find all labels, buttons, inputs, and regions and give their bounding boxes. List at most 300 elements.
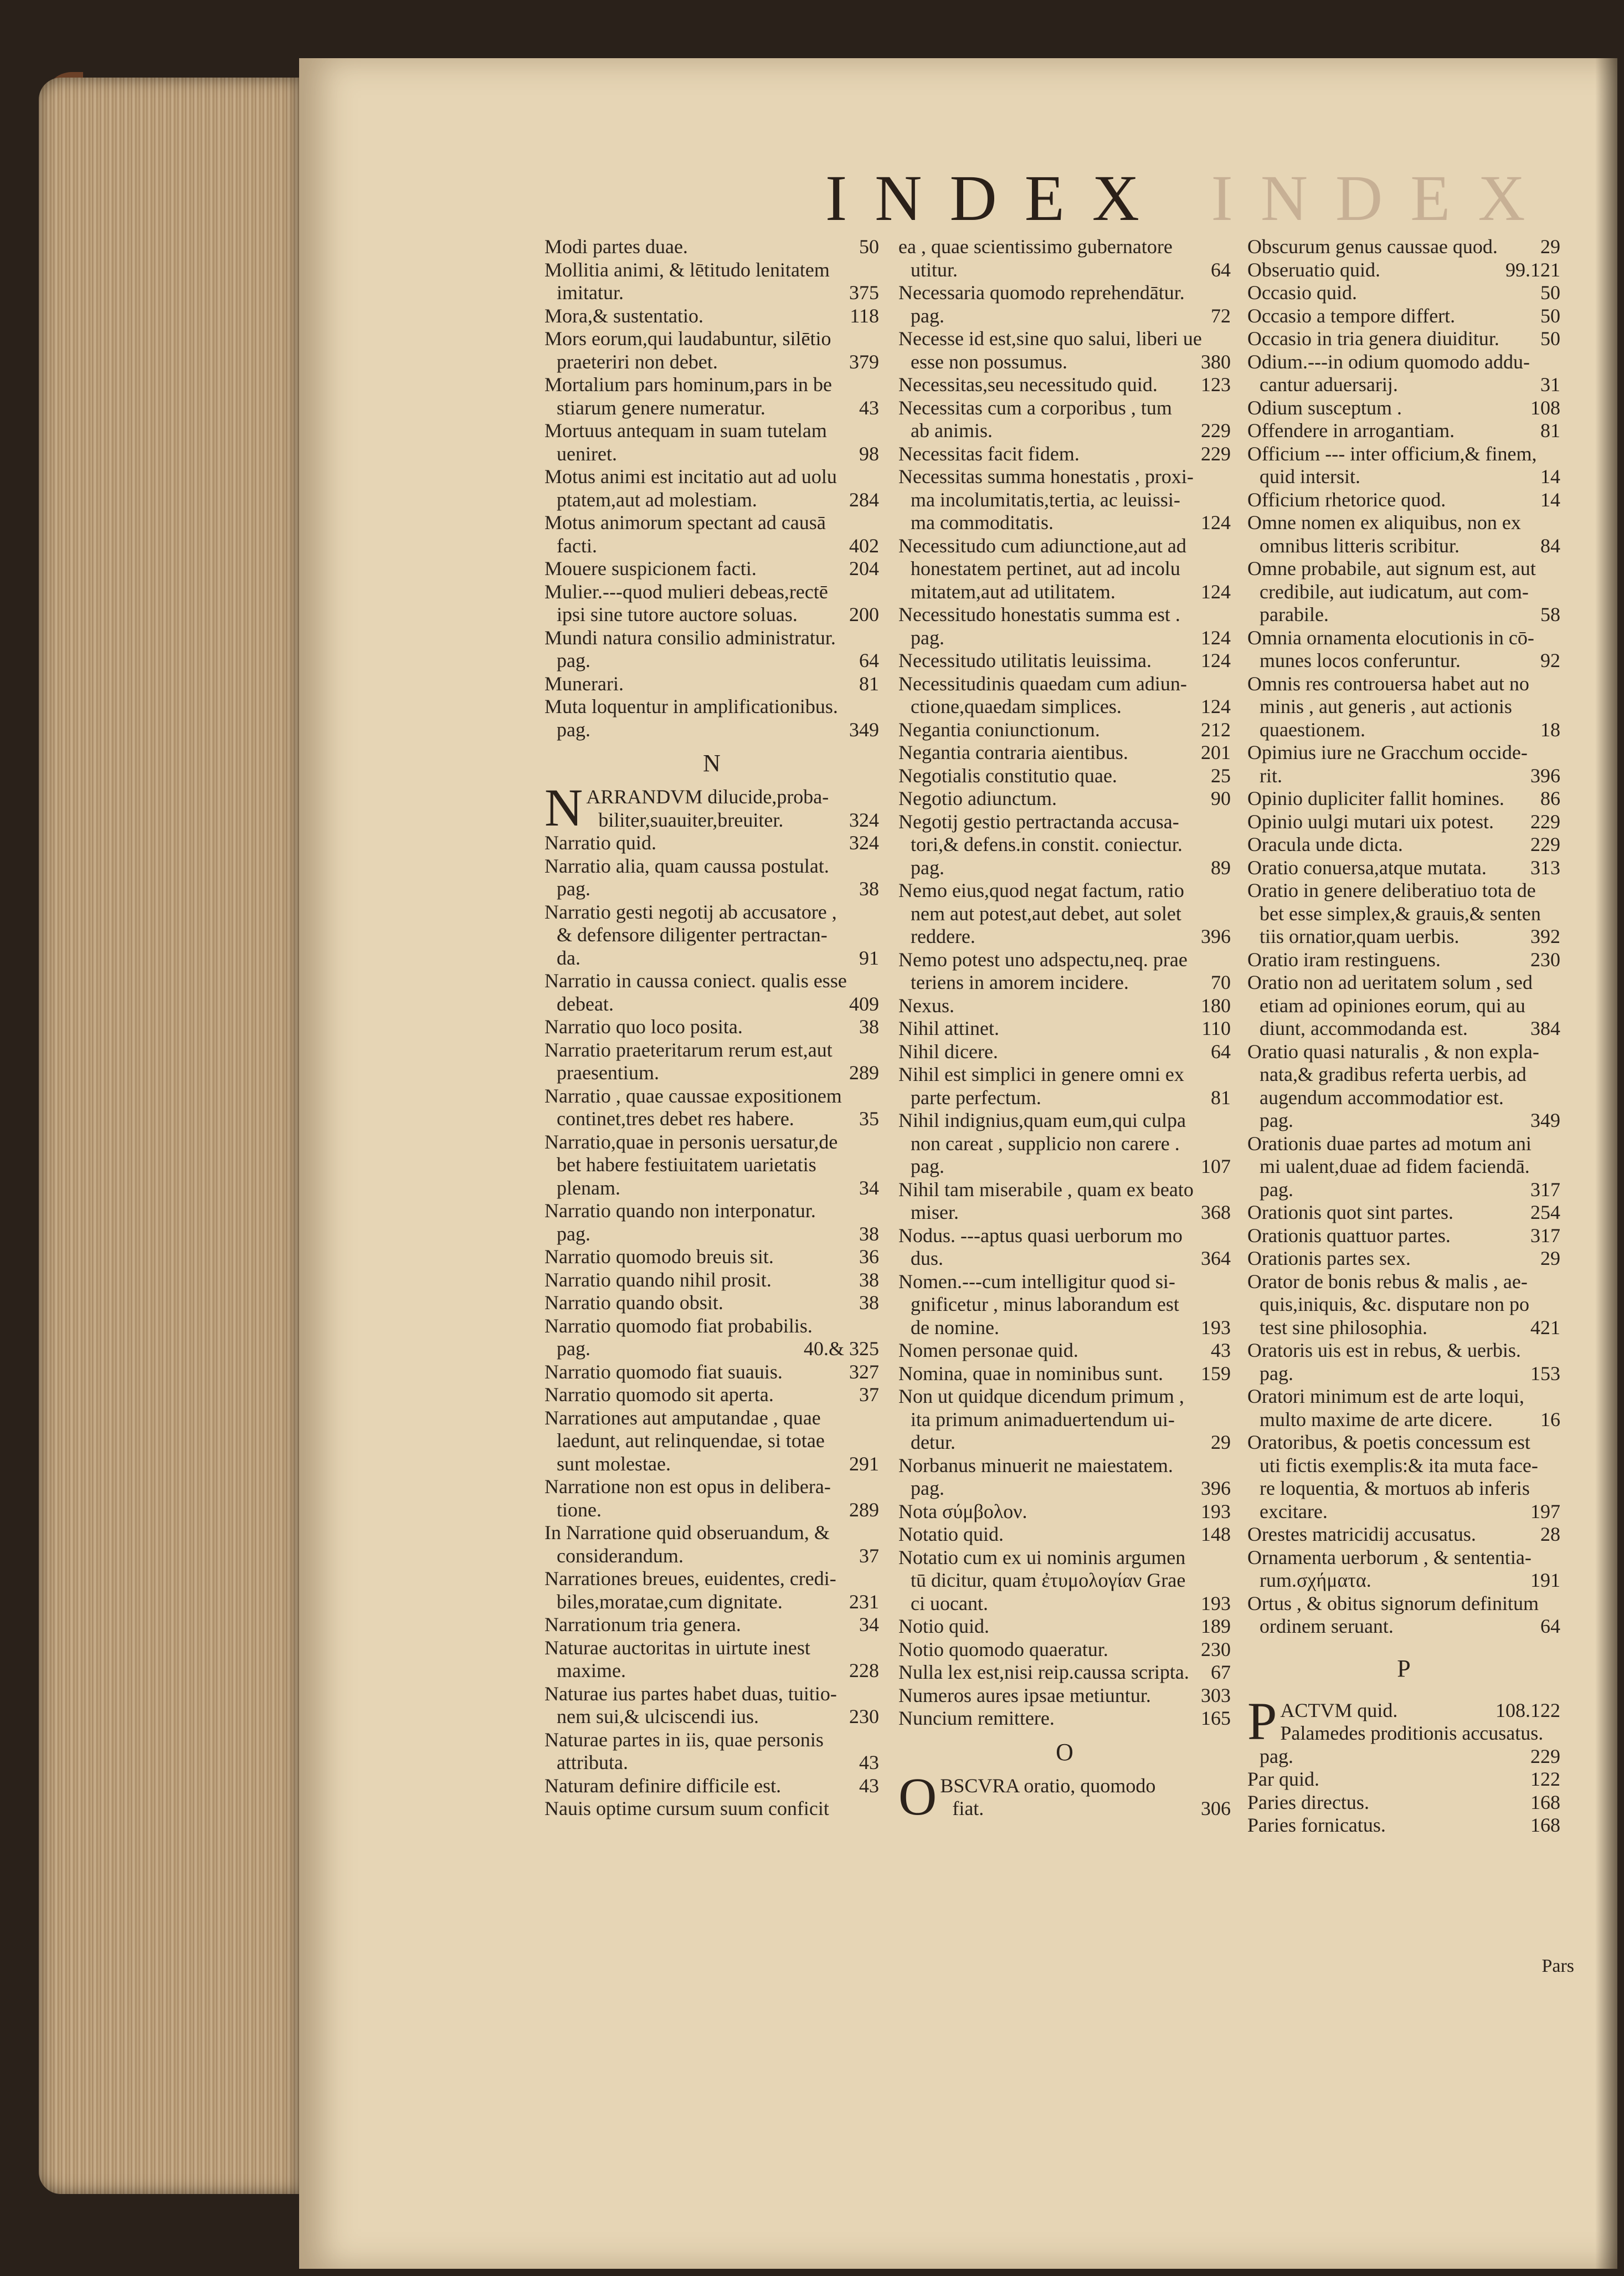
index-entry (544, 259, 879, 305)
page-number: 124 (1201, 511, 1231, 534)
entry-line (544, 603, 879, 627)
entry-text: facti. (557, 534, 597, 557)
entry-line (898, 351, 1231, 374)
entry-text: pag. (911, 626, 944, 649)
index-entry (1247, 443, 1560, 489)
page-number: 34 (859, 1176, 879, 1199)
index-entry (1247, 673, 1560, 742)
page-number: 193 (1201, 1500, 1231, 1523)
entry-text: Naturae partes in iis, quae personis (544, 1728, 824, 1751)
entry-line (898, 1247, 1231, 1270)
entry-text: Oratio in genere deliberatiuo tota de (1247, 879, 1536, 901)
index-entry (1247, 741, 1560, 787)
index-entry (544, 1475, 879, 1521)
index-entry (544, 778, 879, 837)
index-entry (898, 397, 1231, 443)
entry-line (898, 603, 1231, 627)
entry-line (544, 1521, 879, 1545)
entry-text: Opinio uulgi mutari uix potest. (1247, 810, 1494, 833)
entry-line (544, 327, 879, 351)
entry-line (940, 1797, 1231, 1821)
page-number: 402 (849, 534, 879, 557)
index-entry (898, 1017, 1231, 1040)
index-entry (898, 649, 1231, 673)
entry-line (1247, 535, 1560, 558)
entry-line (1247, 879, 1560, 903)
entry-text: minis , aut generis , aut actionis (1260, 695, 1512, 717)
entry-text: Numeros aures ipsae metiuntur. (898, 1684, 1151, 1706)
entry-text: tione. (557, 1498, 602, 1521)
page-number: 421 (1530, 1316, 1560, 1339)
entry-text: de nomine. (911, 1316, 999, 1339)
entry-line (586, 786, 879, 809)
page-number: 37 (859, 1544, 879, 1567)
page-number: 191 (1530, 1569, 1560, 1591)
entry-line (1247, 1247, 1560, 1270)
index-entry (544, 1131, 879, 1200)
page-number: 14 (1540, 488, 1560, 511)
entry-text: Mollitia animi, & lētitudo lenitatem (544, 258, 830, 281)
entry-text: omnibus litteris scribitur. (1260, 534, 1459, 557)
entry-text: quaestionem. (1260, 718, 1365, 741)
page-number: 313 (1530, 856, 1560, 879)
entry-line (898, 1638, 1231, 1662)
page-number: 35 (859, 1108, 879, 1130)
page-number: 64 (1211, 258, 1231, 281)
entry-text: pag. (557, 878, 590, 900)
page-number: 197 (1530, 1500, 1560, 1523)
entry-text: Necessitudo honestatis summa est . (898, 603, 1180, 626)
page-number: 38 (859, 878, 879, 900)
entry-text: cantur aduersarij. (1260, 373, 1398, 396)
page-number: 118 (850, 304, 879, 327)
entry-line (898, 879, 1231, 903)
entry-text: pag. (557, 1337, 590, 1360)
entry-line (544, 1245, 879, 1269)
entry-line (1247, 811, 1560, 834)
entry-line (1247, 1385, 1560, 1408)
index-entry (544, 1016, 879, 1039)
index-entry (544, 1521, 879, 1567)
entry-text: nata,& gradibus referta uerbis, ad (1260, 1063, 1527, 1085)
entry-text: Omnia ornamenta elocutionis in cō- (1247, 626, 1534, 649)
page-number: 84 (1540, 534, 1560, 557)
entry-line (544, 1499, 879, 1522)
entry-line (898, 649, 1231, 673)
entry-text: sunt molestae. (557, 1452, 671, 1475)
entry-line (544, 489, 879, 512)
entry-text: Orator de bonis rebus & malis , ae- (1247, 1270, 1528, 1293)
index-entry (898, 1500, 1231, 1524)
entry-text: re loquentia, & mortuos ab inferis (1260, 1477, 1530, 1499)
index-entry (544, 673, 879, 696)
entry-text: Notatio quid. (898, 1523, 1004, 1545)
index-entry (1247, 1523, 1560, 1546)
entry-text: honestatem pertinet, aut ad incolu (911, 557, 1180, 580)
entry-text: Narratio quomodo breuis sit. (544, 1245, 774, 1268)
page-number: 124 (1201, 695, 1231, 717)
index-entry (544, 970, 879, 1016)
page-number: 229 (1530, 1745, 1560, 1767)
page-number: 317 (1530, 1178, 1560, 1201)
page-number: 92 (1540, 649, 1560, 671)
entry-text: Narrationes breues, euidentes, credi- (544, 1567, 836, 1590)
entry-line (1247, 1362, 1560, 1386)
entry-text: pag. (557, 718, 590, 741)
page-number: 107 (1201, 1155, 1231, 1177)
entry-line (1247, 833, 1560, 857)
index-entry (1247, 397, 1560, 420)
entry-text: etiam ad opiniones eorum, qui au (1260, 994, 1525, 1017)
entry-line (1247, 1132, 1560, 1156)
entry-line (1247, 1768, 1560, 1791)
entry-text: Munerari. (544, 672, 624, 695)
page-number: 31 (1540, 373, 1560, 396)
page-number: 380 (1201, 350, 1231, 373)
entry-text: pag. (1260, 1109, 1293, 1131)
entry-text: pag. (1260, 1745, 1293, 1767)
entry-line (898, 765, 1231, 788)
index-entry (1247, 235, 1560, 259)
page-number: 396 (1201, 1477, 1231, 1499)
entry-line (1247, 603, 1560, 627)
entry-line (898, 1707, 1231, 1730)
entry-text: Nihil attinet. (898, 1017, 999, 1039)
entry-line (898, 1523, 1231, 1546)
entry-line (1247, 627, 1560, 650)
index-entry (544, 557, 879, 581)
entry-text: Necessitudo cum adiunctione,aut ad (898, 534, 1186, 557)
index-entry (544, 1383, 879, 1407)
index-entry (544, 1407, 879, 1476)
page-number: 50 (1540, 304, 1560, 327)
page-number: 14 (1540, 465, 1560, 488)
index-entry (544, 511, 879, 557)
entry-line (1247, 1546, 1560, 1570)
entry-line (898, 833, 1231, 857)
page-gutter-shadow (1595, 58, 1617, 2269)
entry-line (1247, 949, 1560, 972)
entry-line (1247, 1086, 1560, 1110)
entry-text: Necessaria quomodo reprehendātur. (898, 281, 1185, 304)
index-entry (1247, 489, 1560, 512)
entry-text: Orationis duae partes ad motum ani (1247, 1132, 1532, 1155)
index-entry (898, 327, 1231, 373)
entry-line (898, 1385, 1231, 1408)
page-number: 28 (1540, 1523, 1560, 1545)
entry-text: Oratoribus, & poetis concessum est (1247, 1431, 1530, 1453)
entry-line (898, 1178, 1231, 1202)
page-number: 384 (1530, 1017, 1560, 1039)
entry-line (1247, 1316, 1560, 1340)
entry-text: pag. (911, 1155, 944, 1177)
page-number: 81 (1211, 1086, 1231, 1109)
index-entry (1247, 1132, 1560, 1202)
entry-line (898, 557, 1231, 581)
index-entry (898, 535, 1231, 604)
entry-text: quis,iniquis, &c. disputare non po (1260, 1293, 1529, 1315)
page-number: 229 (1201, 442, 1231, 465)
entry-text: ea , quae scientissimo gubernatore (898, 235, 1173, 258)
entry-line (940, 1775, 1231, 1798)
page-number: 70 (1211, 971, 1231, 993)
entry-line (898, 1063, 1231, 1086)
entry-text: Necessitas summa honestatis , proxi- (898, 465, 1194, 488)
entry-text: teriens in amorem incidere. (911, 971, 1129, 993)
entry-text: reddere. (911, 925, 975, 947)
entry-text: parabile. (1260, 603, 1329, 626)
entry-text: Nauis optime cursum suum conficit (544, 1797, 829, 1819)
page-number: 349 (1530, 1109, 1560, 1131)
entry-line (1247, 765, 1560, 788)
entry-line (1280, 1722, 1560, 1745)
entry-line (544, 1659, 879, 1683)
entry-line (1247, 857, 1560, 880)
index-entry (1247, 1201, 1560, 1224)
page-header (825, 161, 1553, 236)
index-entry (898, 1615, 1231, 1638)
entry-text: praeteriri non debet. (557, 350, 718, 373)
entry-line (544, 581, 879, 604)
entry-text: Muta loquentur in amplificationibus. (544, 695, 838, 717)
page-number: 16 (1540, 1408, 1560, 1431)
index-entry (1247, 833, 1560, 857)
entry-text: Oratio quasi naturalis , & non expla- (1247, 1040, 1539, 1063)
entry-text: ipsi sine tutore auctore soluas. (557, 603, 798, 626)
entry-line (544, 901, 879, 924)
entry-line (1247, 1017, 1560, 1040)
entry-text: detur. (911, 1431, 955, 1453)
entry-line (544, 649, 879, 673)
entry-line (1247, 281, 1560, 305)
entry-text: stiarum genere numeratur. (557, 396, 765, 419)
entry-line (544, 1453, 879, 1476)
entry-line (544, 443, 879, 466)
entry-line (1247, 1155, 1560, 1178)
page-number: 64 (1540, 1615, 1560, 1637)
entry-line (1247, 373, 1560, 397)
entry-line (898, 1086, 1231, 1110)
entry-text: maxime. (557, 1659, 626, 1682)
index-entry (544, 695, 879, 741)
page-number: 396 (1530, 764, 1560, 787)
index-entry (1247, 281, 1560, 305)
entry-text: test sine philosophia. (1260, 1316, 1427, 1339)
entry-text: In Narratione quid obseruandum, & (544, 1521, 830, 1544)
index-entry (898, 719, 1231, 742)
entry-text: Orationis partes sex. (1247, 1247, 1411, 1269)
entry-line (1247, 1201, 1560, 1224)
index-entry (544, 419, 879, 465)
index-entry (544, 832, 879, 855)
entry-line (544, 397, 879, 420)
page-number: 50 (1540, 327, 1560, 350)
entry-text: pag. (1260, 1362, 1293, 1385)
entry-line (1247, 971, 1560, 995)
entry-line (898, 465, 1231, 489)
entry-text: Nomina, quae in nominibus sunt. (898, 1362, 1163, 1385)
entry-text: Mundi natura consilio administratur. (544, 626, 836, 649)
page-number: 409 (849, 992, 879, 1015)
entry-text: Narratio,quae in personis uersatur,de (544, 1130, 838, 1153)
entry-line (898, 627, 1231, 650)
entry-line (898, 695, 1231, 719)
entry-text: Omne nomen ex aliquibus, non ex (1247, 511, 1521, 534)
entry-line (898, 925, 1231, 949)
entry-line (544, 673, 879, 696)
page-number: 306 (1201, 1797, 1231, 1819)
entry-text: laedunt, aut relinquendae, si totae (557, 1429, 825, 1452)
entry-line (544, 1775, 879, 1798)
index-entry (898, 373, 1231, 397)
entry-line (898, 971, 1231, 995)
entry-text: mitatem,aut ad utilitatem. (911, 580, 1116, 603)
entry-text: ACTVM quid. (1280, 1699, 1398, 1721)
catchword: Pars (1541, 1956, 1574, 1976)
index-entry (898, 1109, 1231, 1178)
index-entry (544, 1613, 879, 1637)
drop-initial: P (1247, 1691, 1277, 1751)
entry-line (1247, 1814, 1560, 1837)
entry-line (544, 235, 879, 259)
entry-line (898, 857, 1231, 880)
entry-line (544, 1085, 879, 1108)
index-entry (1247, 419, 1560, 443)
entry-text: Necessitas,seu necessitudo quid. (898, 373, 1158, 396)
entry-line (898, 281, 1231, 305)
section-letter-heading: O (1056, 1738, 1073, 1766)
page-number: 58 (1540, 603, 1560, 626)
entry-line (1247, 235, 1560, 259)
entry-line (898, 995, 1231, 1018)
entry-line (544, 627, 879, 650)
entry-text: debeat. (557, 992, 614, 1015)
entry-text: Necessitas cum a corporibus , tum (898, 396, 1172, 419)
page-number: 38 (859, 1222, 879, 1245)
page-number: 91 (859, 946, 879, 969)
drop-initial: N (544, 778, 583, 837)
entry-text: Nihil indignius,quam eum,qui culpa (898, 1109, 1186, 1131)
entry-text: Narratio quando non interponatur. (544, 1199, 816, 1222)
entry-line (898, 1201, 1231, 1224)
entry-line (898, 1155, 1231, 1178)
entry-text: pag. (557, 649, 590, 671)
index-entry (1247, 811, 1560, 834)
index-entry (898, 235, 1231, 281)
page-number: 180 (1201, 994, 1231, 1017)
entry-line (898, 741, 1231, 765)
entry-text: Narratio quo loco posita. (544, 1016, 743, 1038)
index-entry (898, 1684, 1231, 1708)
page-number: 40.& 325 (803, 1337, 879, 1360)
entry-line (898, 949, 1231, 972)
entry-text: Occasio in tria genera diuiditur. (1247, 327, 1499, 350)
entry-text: bet habere festiuitatem uarietatis (557, 1154, 816, 1176)
entry-line (544, 557, 879, 581)
entry-text: Narratio quomodo sit aperta. (544, 1383, 774, 1406)
entry-line (1247, 1063, 1560, 1086)
index-entry (544, 327, 879, 373)
entry-text: ARRANDVM dilucide,proba- (586, 786, 829, 808)
entry-text: Non ut quidque dicendum primum , (898, 1385, 1184, 1407)
entry-text: praesentium. (557, 1062, 659, 1084)
page-number: 396 (1201, 925, 1231, 947)
entry-text: Narratione non est opus in delibera- (544, 1475, 831, 1498)
entry-text: Narratio alia, quam caussa postulat. (544, 854, 829, 877)
entry-text: Odium.---in odium quomodo addu- (1247, 350, 1530, 373)
entry-text: Motus animorum spectant ad causā (544, 511, 826, 534)
header-title: INDEX (825, 162, 1168, 234)
entry-line (1247, 1592, 1560, 1616)
index-entry (1247, 879, 1560, 949)
entry-text: ita primum animaduertendum ui- (911, 1408, 1175, 1431)
entry-line (1247, 557, 1560, 581)
index-entry (1247, 1814, 1560, 1837)
page-number: 284 (849, 488, 879, 511)
entry-line (1247, 995, 1560, 1018)
entry-text: tori,& defens.in constit. coniectur. (911, 833, 1183, 855)
entry-text: rit. (1260, 764, 1282, 787)
index-entry (1247, 305, 1560, 328)
index-entry (898, 1270, 1231, 1340)
page-number: 29 (1540, 235, 1560, 258)
page-number: 108 (1530, 396, 1560, 419)
entry-line (1247, 1791, 1560, 1814)
page-number: 86 (1540, 787, 1560, 809)
index-entry (544, 1729, 879, 1775)
page-number: 229 (1201, 419, 1231, 442)
entry-line (544, 373, 879, 397)
entry-line (898, 259, 1231, 282)
entry-line (1247, 465, 1560, 489)
entry-line (898, 1017, 1231, 1040)
entry-text: Mors eorum,qui laudabuntur, silētio (544, 327, 831, 350)
page-number: 212 (1201, 718, 1231, 741)
page-number: 64 (859, 649, 879, 671)
entry-line (1247, 327, 1560, 351)
entry-line (1247, 695, 1560, 719)
entry-line (544, 1016, 879, 1039)
entry-line (1247, 581, 1560, 604)
page-number: 324 (849, 832, 879, 854)
index-entry (544, 1315, 879, 1361)
entry-text: Mulier.---quod mulieri debeas,rectē (544, 580, 828, 603)
page-number: 25 (1211, 764, 1231, 787)
entry-line (898, 373, 1231, 397)
entry-line (544, 993, 879, 1016)
entry-line (1247, 443, 1560, 466)
entry-text: esse non possumus. (911, 350, 1068, 373)
page-number: 189 (1201, 1615, 1231, 1637)
entry-line (898, 673, 1231, 696)
index-entry (1247, 1546, 1560, 1592)
entry-line (544, 970, 879, 993)
entry-text: Naturam definire difficile est. (544, 1774, 782, 1797)
index-entry (1247, 627, 1560, 673)
page-number: 29 (1211, 1431, 1231, 1453)
entry-text: Nota σύμβολον. (898, 1500, 1027, 1523)
entry-text: pag. (1260, 1178, 1293, 1201)
page-number: 50 (1540, 281, 1560, 304)
entry-text: pag. (557, 1222, 590, 1245)
index-entry (1247, 259, 1560, 282)
index-entry (1247, 1270, 1560, 1340)
entry-line (544, 947, 879, 970)
entry-line (1247, 1408, 1560, 1432)
page-number: 36 (859, 1245, 879, 1268)
page-number: 99.121 (1505, 258, 1560, 281)
index-entry (898, 1523, 1231, 1546)
